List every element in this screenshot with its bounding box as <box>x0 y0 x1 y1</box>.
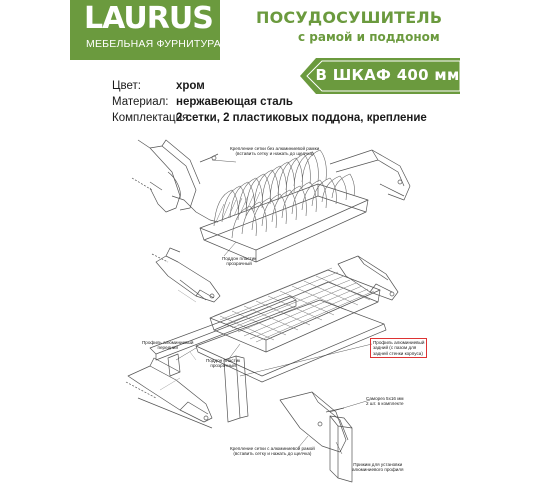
upper-rack-frame <box>200 184 368 262</box>
note-upper-tray: Поддон пластик прозрачный <box>222 256 257 267</box>
spec-value: хром <box>176 80 205 92</box>
brand-tagline: МЕБЕЛЬНАЯ ФУРНИТУРА <box>86 38 222 50</box>
lower-right-mount-detail <box>280 392 352 482</box>
note-screw: Саморез 5х16 мм 2 шт. в комплекте <box>366 396 404 407</box>
lower-rack-grid <box>214 268 374 342</box>
spec-value: нержавеющая сталь <box>176 96 293 108</box>
note-rear-profile: Профиль алюминиевый задний (с пазом для задней стенки корпуса) <box>370 338 427 358</box>
note-top-mount: Крепление сетки без алюминиевой рамки (вставить сетку и нажать до щелчка) <box>230 146 320 157</box>
note-profile-clip: Прижим для установки алюминиевого профиля <box>352 462 404 473</box>
spec-label: Цвет: <box>112 80 141 92</box>
size-badge: В ШКАФ 400 мм <box>315 66 460 84</box>
product-title: ПОСУДОСУШИТЕЛЬ <box>256 8 443 27</box>
upper-right-mount-detail <box>330 150 410 200</box>
upper-left-mount-detail <box>132 140 218 222</box>
note-lower-tray: Поддон пластик прозрачный <box>206 358 241 369</box>
note-front-profile: Профиль алюминиевый передний <box>142 340 194 351</box>
spec-label: Комплектация: <box>112 112 192 124</box>
spec-value: 2 сетки, 2 пластиковых поддона, крепление <box>176 112 427 124</box>
middle-left-mount <box>152 248 220 302</box>
note-bottom-mount: Крепление сетки с алюминиевой рамой (вставить сетку и нажать до щелчка) <box>230 446 315 457</box>
spec-label: Материал: <box>112 96 169 108</box>
brand-logo: LAURUS <box>84 1 213 36</box>
product-subtitle: с рамой и поддоном <box>298 30 440 44</box>
lower-rack-frame <box>210 270 380 352</box>
